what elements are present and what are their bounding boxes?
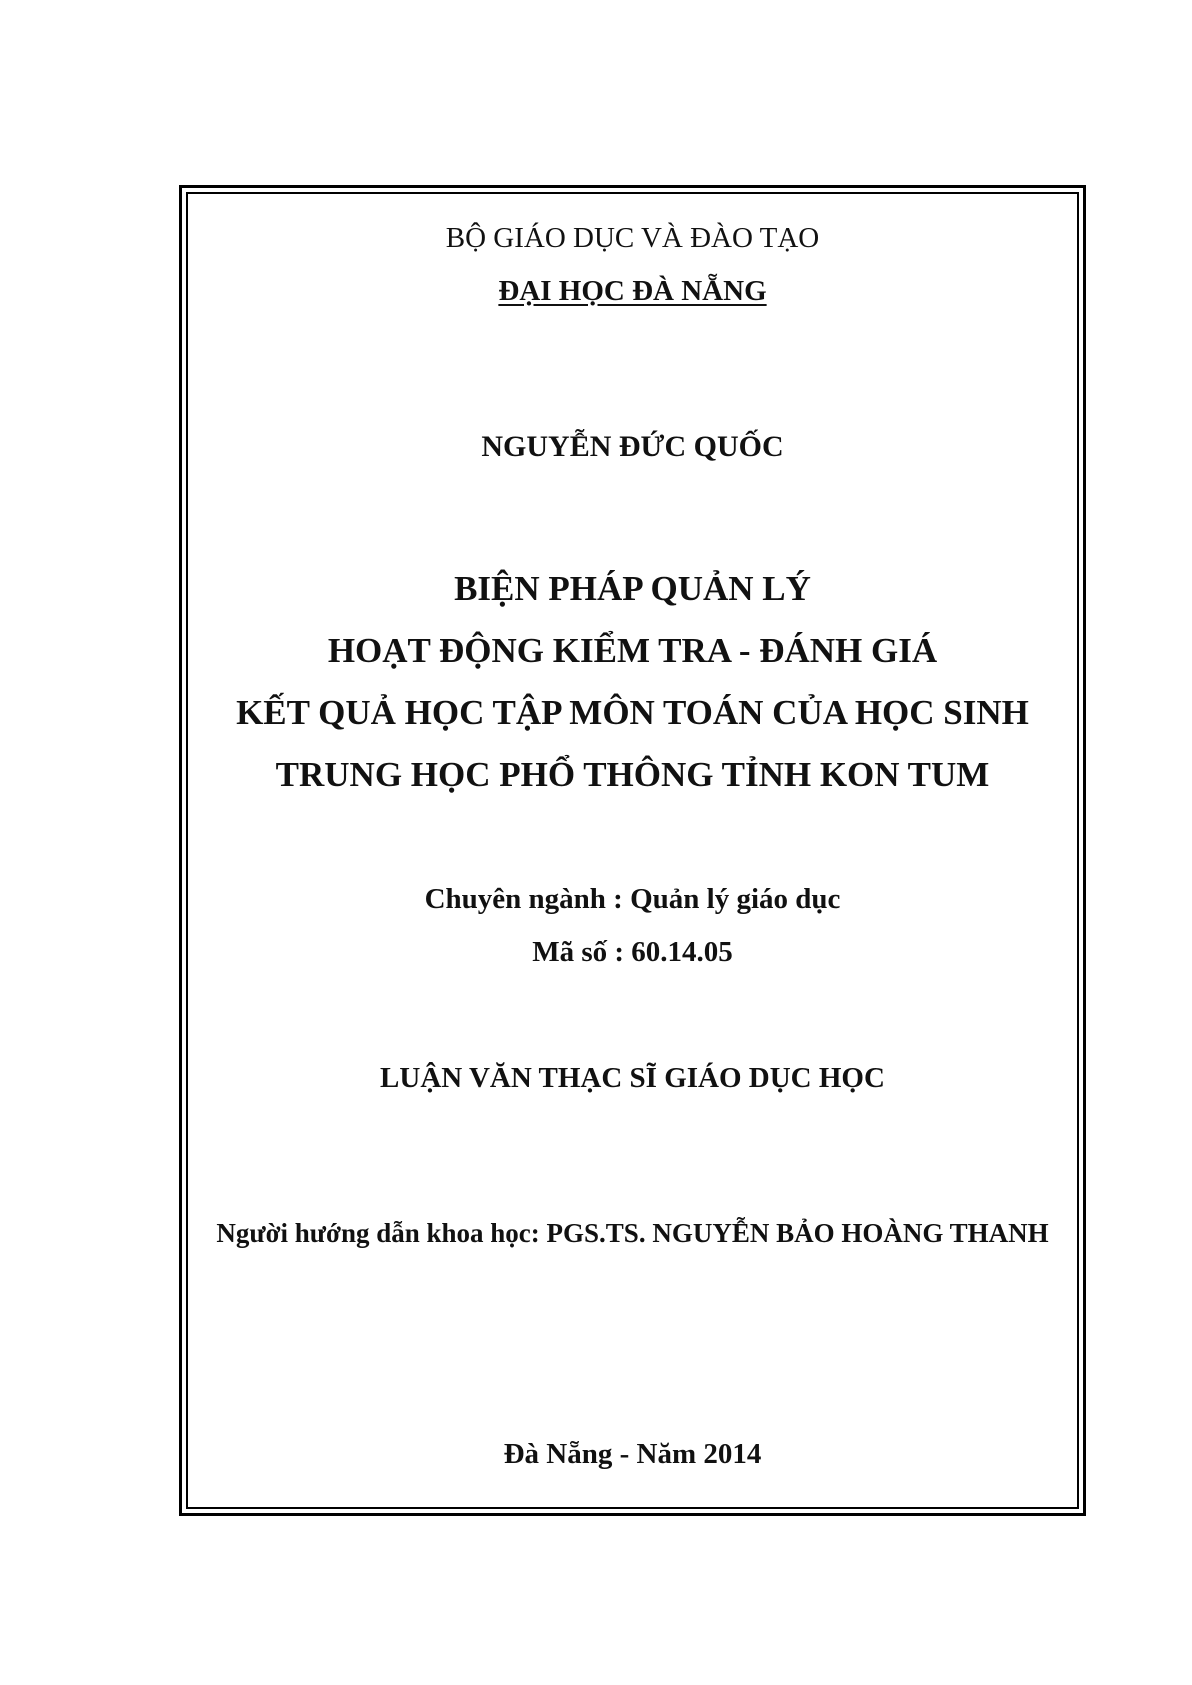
university-heading (186, 275, 1079, 308)
specialization: Chuyên ngành : Quản lý giáo dục (424, 883, 841, 915)
thesis-title (186, 558, 1079, 806)
thesis-title-line: KẾT QUẢ HỌC TẬP MÔN TOÁN CỦA HỌC SINH (236, 693, 1029, 732)
page-border-inner (186, 192, 1079, 1509)
thesis-title-line: BIỆN PHÁP QUẢN LÝ (454, 569, 811, 608)
thesis-title-line: TRUNG HỌC PHỔ THÔNG TỈNH KON TUM (275, 755, 990, 794)
university-name: ĐẠI HỌC ĐÀ NẴNG (498, 275, 767, 307)
thesis-title-line: HOẠT ĐỘNG KIỂM TRA - ĐÁNH GIÁ (327, 631, 938, 670)
advisor: Người hướng dẫn khoa học: PGS.TS. NGUYỄN BẢO HOÀNG THANH (216, 1218, 1049, 1248)
specialization-code: Mã số : 60.14.05 (532, 936, 733, 968)
place-year: Đà Nẵng - Năm 2014 (503, 1438, 762, 1470)
author-name: NGUYỄN ĐỨC QUỐC (481, 430, 784, 463)
ministry-heading: BỘ GIÁO DỤC VÀ ĐÀO TẠO (445, 222, 820, 254)
degree-type: LUẬN VĂN THẠC SĨ GIÁO DỤC HỌC (380, 1062, 885, 1094)
